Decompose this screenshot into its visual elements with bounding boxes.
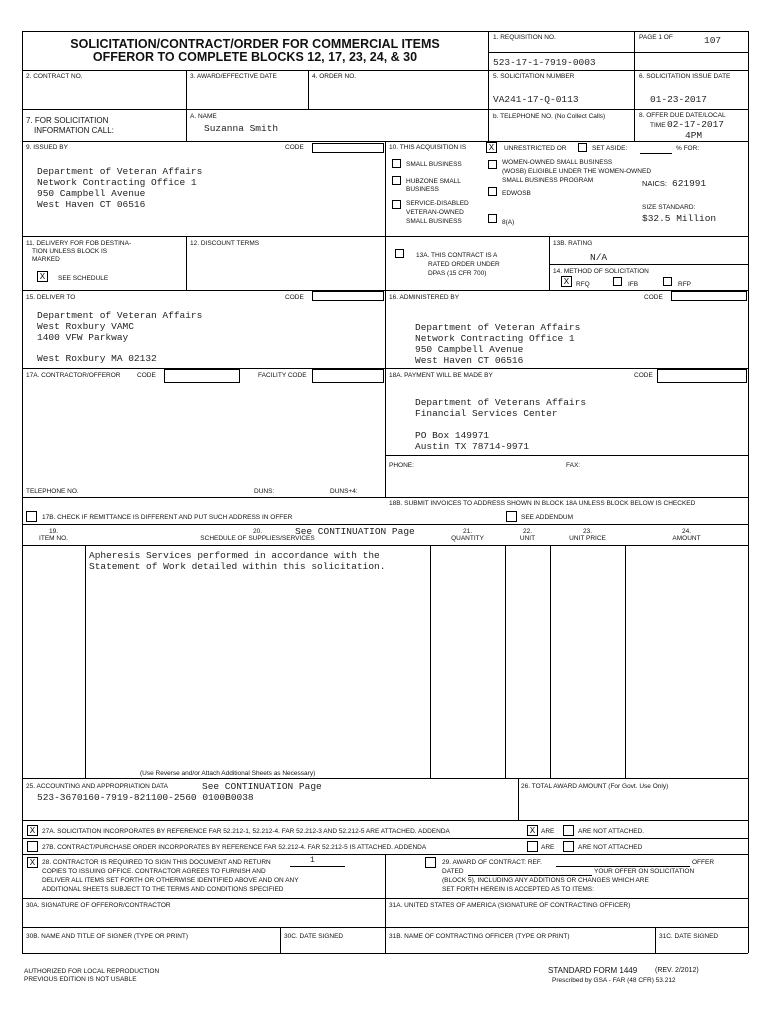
see-schedule-label: SEE SCHEDULE (58, 275, 109, 282)
col-unit-num: 22. (522, 528, 533, 535)
rule (186, 70, 187, 141)
administered-by-line: Network Contracting Office 1 (415, 333, 575, 344)
name-label: A. NAME (190, 113, 217, 120)
27b-not-attached-label: ARE NOT ATTACHED (578, 844, 643, 851)
27b-are-checkbox[interactable] (527, 841, 538, 852)
size-standard-value[interactable]: $32.5 Million (642, 213, 717, 224)
form-title-line1: SOLICITATION/CONTRACT/ORDER FOR COMMERCIAL ITEMS (70, 37, 440, 51)
col-item-num: 19. (48, 528, 59, 535)
size-standard-label: SIZE STANDARD: (642, 204, 696, 211)
order-no-label: 4. ORDER NO. (312, 73, 357, 80)
contractor-label: 17A. CONTRACTOR/OFFEROR (26, 372, 121, 379)
rule (549, 236, 550, 290)
schedule-continuation: See CONTINUATION Page (295, 526, 415, 537)
page-label: PAGE 1 OF (639, 34, 673, 41)
rfq-label: RFQ (576, 281, 590, 288)
8a-label: 8(A) (502, 219, 515, 226)
rule (280, 927, 281, 953)
deliver-to-line: West Roxbury MA 02132 (37, 353, 157, 364)
issued-by-label: 9. ISSUED BY (26, 144, 68, 151)
footer-revision: (REV. 2/2012) (655, 967, 699, 974)
small-business-checkbox[interactable] (392, 159, 401, 168)
rule (748, 31, 749, 953)
administered-by-line: West Haven CT 06516 (415, 355, 524, 366)
rated-order-label-3: DPAS (15 CFR 700) (428, 270, 487, 277)
payment-line: PO Box 149971 (415, 430, 490, 441)
col-amount-header: AMOUNT (672, 535, 701, 542)
col-unit-header: UNIT (519, 535, 536, 542)
solicitation-number-value[interactable]: VA241-17-Q-0113 (493, 94, 579, 105)
administered-by-line: Department of Veteran Affairs (415, 322, 581, 333)
offeror-date-label: 30C. DATE SIGNED (284, 933, 344, 940)
naics-label: NAICS: (642, 179, 668, 188)
rated-order-label-1: 13A. THIS CONTRACT IS A (416, 252, 498, 259)
rule (22, 545, 748, 546)
27a-are-checkbox[interactable]: X (527, 825, 538, 836)
offer-due-label-1: 8. OFFER DUE DATE/LOCAL (639, 112, 726, 119)
rule (505, 545, 506, 778)
rated-order-checkbox[interactable] (395, 249, 404, 258)
28-line: DELIVER ALL ITEMS SET FORTH OR OTHERWISE IDENTIFIED ABOVE AND ON ANY (42, 877, 299, 884)
signer-name-label: 30B. NAME AND TITLE OF SIGNER (TYPE OR PRINT) (26, 933, 189, 940)
addendum-checkbox[interactable] (506, 511, 517, 522)
rule (22, 70, 748, 71)
payment-phone-label: PHONE: (389, 462, 414, 469)
administered-by-label: 16. ADMINISTERED BY (389, 294, 460, 301)
29-ref-line[interactable] (556, 866, 690, 867)
submit-invoices-label: 18B. SUBMIT INVOICES TO ADDRESS SHOWN IN BLOCK 18A UNLESS BLOCK BELOW IS CHECKED (389, 500, 696, 507)
rating-value[interactable]: N/A (590, 252, 608, 263)
27a-not-attached-checkbox[interactable] (563, 825, 574, 836)
27b-checkbox[interactable] (27, 841, 38, 852)
hubzone-label-1: HUBZONE SMALL (406, 178, 461, 185)
item-description-line: Apheresis Services performed in accordance with the (89, 550, 380, 561)
see-schedule-checkbox[interactable]: X (37, 271, 48, 282)
telephone-label: b. TELEPHONE NO. (No Collect Calls) (493, 113, 606, 120)
col-schedule-header: SCHEDULE OF SUPPLIES/SERVICES (200, 535, 315, 542)
administered-by-line: 950 Campbell Avenue (415, 344, 524, 355)
rfp-label: RFP (678, 281, 691, 288)
rfq-checkbox[interactable]: X (561, 276, 572, 287)
rule (85, 545, 86, 778)
rule (549, 264, 748, 265)
28-line: COPIES TO ISSUING OFFICE. CONTRACTOR AGREES TO FURNISH AND (42, 868, 266, 875)
29-dated-line[interactable] (468, 875, 592, 876)
wosb-label-1: WOMEN-OWNED SMALL BUSINESS (502, 159, 613, 166)
officer-name-label: 31B. NAME OF CONTRACTING OFFICER (TYPE OR PRINT) (389, 933, 570, 940)
remittance-checkbox[interactable] (26, 511, 37, 522)
delivery-label-1: 11. DELIVERY FOR FOB DESTINA- (26, 240, 132, 247)
29-offer-label: OFFER (692, 859, 715, 866)
rule (634, 109, 635, 141)
info-call-label-2: INFORMATION CALL: (34, 126, 114, 135)
col-unit-price-header: UNIT PRICE (569, 535, 606, 542)
27a-label: 27A. SOLICITATION INCORPORATES BY REFERENCE FAR 52.212-1, 52.212-4. FAR 52.212-3 AND 52.212-5 ARE ATTACHED. ADDENDA (42, 828, 450, 835)
rule (385, 854, 386, 953)
27b-are-label: ARE (541, 844, 555, 851)
accounting-continuation: See CONTINUATION Page (202, 781, 322, 792)
col-quantity-num: 21. (462, 528, 473, 535)
solicitation-date-label: 6. SOLICITATION ISSUE DATE (639, 73, 731, 80)
deliver-code-box[interactable] (312, 291, 384, 301)
delivery-label-3: MARKED (32, 256, 60, 263)
footer-prescribed: Prescribed by GSA - FAR (48 CFR) 53.212 (552, 977, 676, 984)
facility-code-box[interactable] (312, 369, 384, 383)
ifb-checkbox[interactable] (613, 277, 622, 286)
ifb-label: IFB (628, 281, 639, 288)
sdvosb-checkbox[interactable] (392, 200, 401, 209)
rule (518, 778, 519, 820)
27a-not-attached-label: ARE NOT ATTACHED. (578, 828, 645, 835)
29-line: (BLOCK 5), INCLUDING ANY ADDITIONS OR CHANGES WHICH ARE (442, 877, 649, 884)
rule (22, 838, 748, 839)
sdvosb-label-2: VETERAN-OWNED (406, 209, 464, 216)
officer-date-label: 31C. DATE SIGNED (659, 933, 719, 940)
set-aside-pct-line[interactable] (640, 153, 672, 154)
award-date-label: 3. AWARD/EFFECTIVE DATE (190, 73, 277, 80)
sdvosb-label-1: SERVICE-DISABLED (406, 200, 469, 207)
set-aside-checkbox[interactable] (578, 143, 587, 152)
deliver-to-label: 15. DELIVER TO (26, 294, 76, 301)
issued-by-line: Network Contracting Office 1 (37, 177, 197, 188)
footer-previous-edition: PREVIOUS EDITION IS NOT USABLE (24, 976, 137, 983)
offer-due-label-2: TIME (650, 122, 666, 129)
rule (186, 236, 187, 290)
payment-line: Austin TX 78714-9971 (415, 441, 530, 452)
delivery-label-2: TION UNLESS BLOCK IS (32, 248, 108, 255)
administered-code-box[interactable] (671, 291, 747, 301)
requisition-label: 1. REQUISITION NO. (493, 34, 556, 41)
copies-line (290, 866, 345, 867)
deliver-to-line: 1400 VFW Parkway (37, 332, 129, 343)
payment-line: Department of Veterans Affairs (415, 397, 587, 408)
facility-code-label: FACILITY CODE (258, 372, 307, 379)
edwosb-checkbox[interactable] (488, 187, 497, 196)
duns-label: DUNS: (254, 488, 275, 495)
col-schedule-num: 20. (252, 528, 263, 535)
rule (634, 31, 635, 109)
sdvosb-label-3: SMALL BUSINESS (406, 218, 462, 225)
remittance-label: 17B. CHECK IF REMITTANCE IS DIFFERENT AND PUT SUCH ADDRESS IN OFFER (42, 514, 293, 521)
rule (22, 497, 748, 498)
pct-for-label: % FOR: (676, 145, 700, 152)
col-unit-price-num: 23. (582, 528, 593, 535)
27b-not-attached-checkbox[interactable] (563, 841, 574, 852)
contractor-telephone-label: TELEPHONE NO. (26, 488, 79, 495)
form-title-line2: OFFEROR TO COMPLETE BLOCKS 12, 17, 23, 24, & 30 (92, 50, 418, 64)
27a-are-label: ARE (541, 828, 555, 835)
issued-by-line: Department of Veteran Affairs (37, 166, 203, 177)
col-item-header: ITEM NO. (39, 535, 68, 542)
offer-due-date[interactable]: 02-17-2017 (667, 119, 725, 130)
page-total: 107 (704, 35, 722, 46)
item-description-line: Statement of Work detailed within this solicitation. (89, 561, 386, 572)
payment-label: 18A. PAYMENT WILL BE MADE BY (389, 372, 493, 379)
solicitation-date-value[interactable]: 01-23-2017 (650, 94, 708, 105)
contract-no-label: 2. CONTRACT NO. (26, 73, 83, 80)
contractor-code-label: CODE (137, 372, 156, 379)
acquisition-label: 10. THIS ACQUISITION IS (389, 144, 467, 151)
27b-label: 27B. CONTRACT/PURCHASE ORDER INCORPORATES BY REFERENCE FAR 52.212-4. FAR 52.212-5 IS ATTACHED. ADDENDA (42, 844, 427, 851)
wosb-checkbox[interactable] (488, 160, 497, 169)
contact-name[interactable]: Suzanna Smith (204, 123, 279, 134)
29-line: SET FORTH HEREIN IS ACCEPTED AS TO ITEMS: (442, 886, 594, 893)
29-line: 29. AWARD OF CONTRACT: REF. (442, 859, 542, 866)
rule (22, 109, 748, 110)
29-dated-label: DATED (442, 868, 464, 875)
set-aside-label: SET ASIDE: (592, 145, 628, 152)
deliver-to-line: Department of Veteran Affairs (37, 310, 203, 321)
rule (488, 52, 748, 53)
small-business-label: SMALL BUSINESS (406, 161, 462, 168)
offer-due-time[interactable]: 4PM (685, 130, 703, 141)
wosb-label-3: SMALL BUSINESS PROGRAM (502, 177, 594, 184)
rule (655, 927, 656, 953)
total-award-label: 26. TOTAL AWARD AMOUNT (For Govt. Use Only) (521, 783, 669, 790)
issued-by-line: 950 Campbell Avenue (37, 188, 146, 199)
8a-checkbox[interactable] (488, 214, 497, 223)
rule (430, 545, 431, 778)
deliver-code-label: CODE (285, 294, 304, 301)
deliver-to-line: West Roxbury VAMC (37, 321, 134, 332)
accounting-label: 25. ACCOUNTING AND APPROPRIATION DATA (26, 783, 168, 790)
rating-label: 13B. RATING (553, 240, 593, 247)
issued-code-label: CODE (285, 144, 304, 151)
29-line: YOUR OFFER ON SOLICITATION (594, 868, 695, 875)
28-line: ADDITIONAL SHEETS SUBJECT TO THE TERMS AND CONDITIONS SPECIFIED (42, 886, 284, 893)
requisition-value[interactable]: 523-17-1-7919-0003 (493, 57, 596, 68)
unrestricted-label: UNRESTRICTED OR (504, 145, 567, 152)
28-checkbox[interactable]: X (27, 857, 38, 868)
administered-code-label: CODE (644, 294, 663, 301)
payment-fax-label: FAX: (566, 462, 581, 469)
wosb-label-2: (WOSB) ELIGIBLE UNDER THE WOMEN-OWNED (502, 168, 652, 175)
hubzone-label-2: BUSINESS (406, 186, 439, 193)
issued-by-line: West Haven CT 06516 (37, 199, 146, 210)
col-amount-num: 24. (681, 528, 692, 535)
contractor-code-box[interactable] (164, 369, 240, 383)
rule (550, 545, 551, 778)
payment-line: Financial Services Center (415, 408, 558, 419)
method-label: 14. METHOD OF SOLICITATION (553, 268, 649, 275)
copies-value[interactable]: 1 (310, 856, 315, 865)
payment-code-box[interactable] (657, 369, 747, 383)
rule (22, 31, 23, 953)
addendum-label: SEE ADDENDUM (521, 514, 574, 521)
28-line: 28. CONTRACTOR IS REQUIRED TO SIGN THIS DOCUMENT AND RETURN (42, 859, 271, 866)
unrestricted-checkbox[interactable]: X (486, 142, 497, 153)
reverse-note: (Use Reverse and/or Attach Additional Sheets as Necessary) (140, 770, 316, 777)
rule (385, 141, 386, 497)
footer-form-name: STANDARD FORM 1449 (548, 966, 638, 975)
rule (22, 953, 748, 954)
rule (385, 455, 748, 456)
naics-value[interactable]: 621991 (672, 178, 707, 189)
rule (22, 778, 748, 779)
rfp-checkbox[interactable] (663, 277, 672, 286)
rule (308, 70, 309, 109)
27a-checkbox[interactable]: X (27, 825, 38, 836)
payment-code-label: CODE (634, 372, 653, 379)
footer-reproduction: AUTHORIZED FOR LOCAL REPRODUCTION (24, 968, 160, 975)
duns4-label: DUNS+4: (330, 488, 358, 495)
rule (22, 820, 748, 821)
rule (625, 545, 626, 778)
issued-code-box[interactable] (312, 143, 384, 153)
discount-terms-label: 12. DISCOUNT TERMS (190, 240, 260, 247)
accounting-code[interactable]: 523-3670160-7919-821100-2560 0100B0038 (37, 792, 254, 803)
hubzone-checkbox[interactable] (392, 176, 401, 185)
signature-offeror-label: 30A. SIGNATURE OF OFFEROR/CONTRACTOR (26, 902, 171, 909)
rule (488, 31, 489, 141)
edwosb-label: EDWOSB (502, 190, 531, 197)
29-checkbox[interactable] (425, 857, 436, 868)
rated-order-label-2: RATED ORDER UNDER (428, 261, 500, 268)
info-call-label-1: 7. FOR SOLICITATION (26, 116, 109, 125)
solicitation-number-label: 5. SOLICITATION NUMBER (493, 73, 575, 80)
signature-officer-label: 31A. UNITED STATES OF AMERICA (SIGNATURE OF CONTRACTING OFFICER) (389, 902, 631, 909)
rule (22, 524, 748, 525)
col-quantity-header: QUANTITY (451, 535, 484, 542)
rule (22, 31, 748, 32)
